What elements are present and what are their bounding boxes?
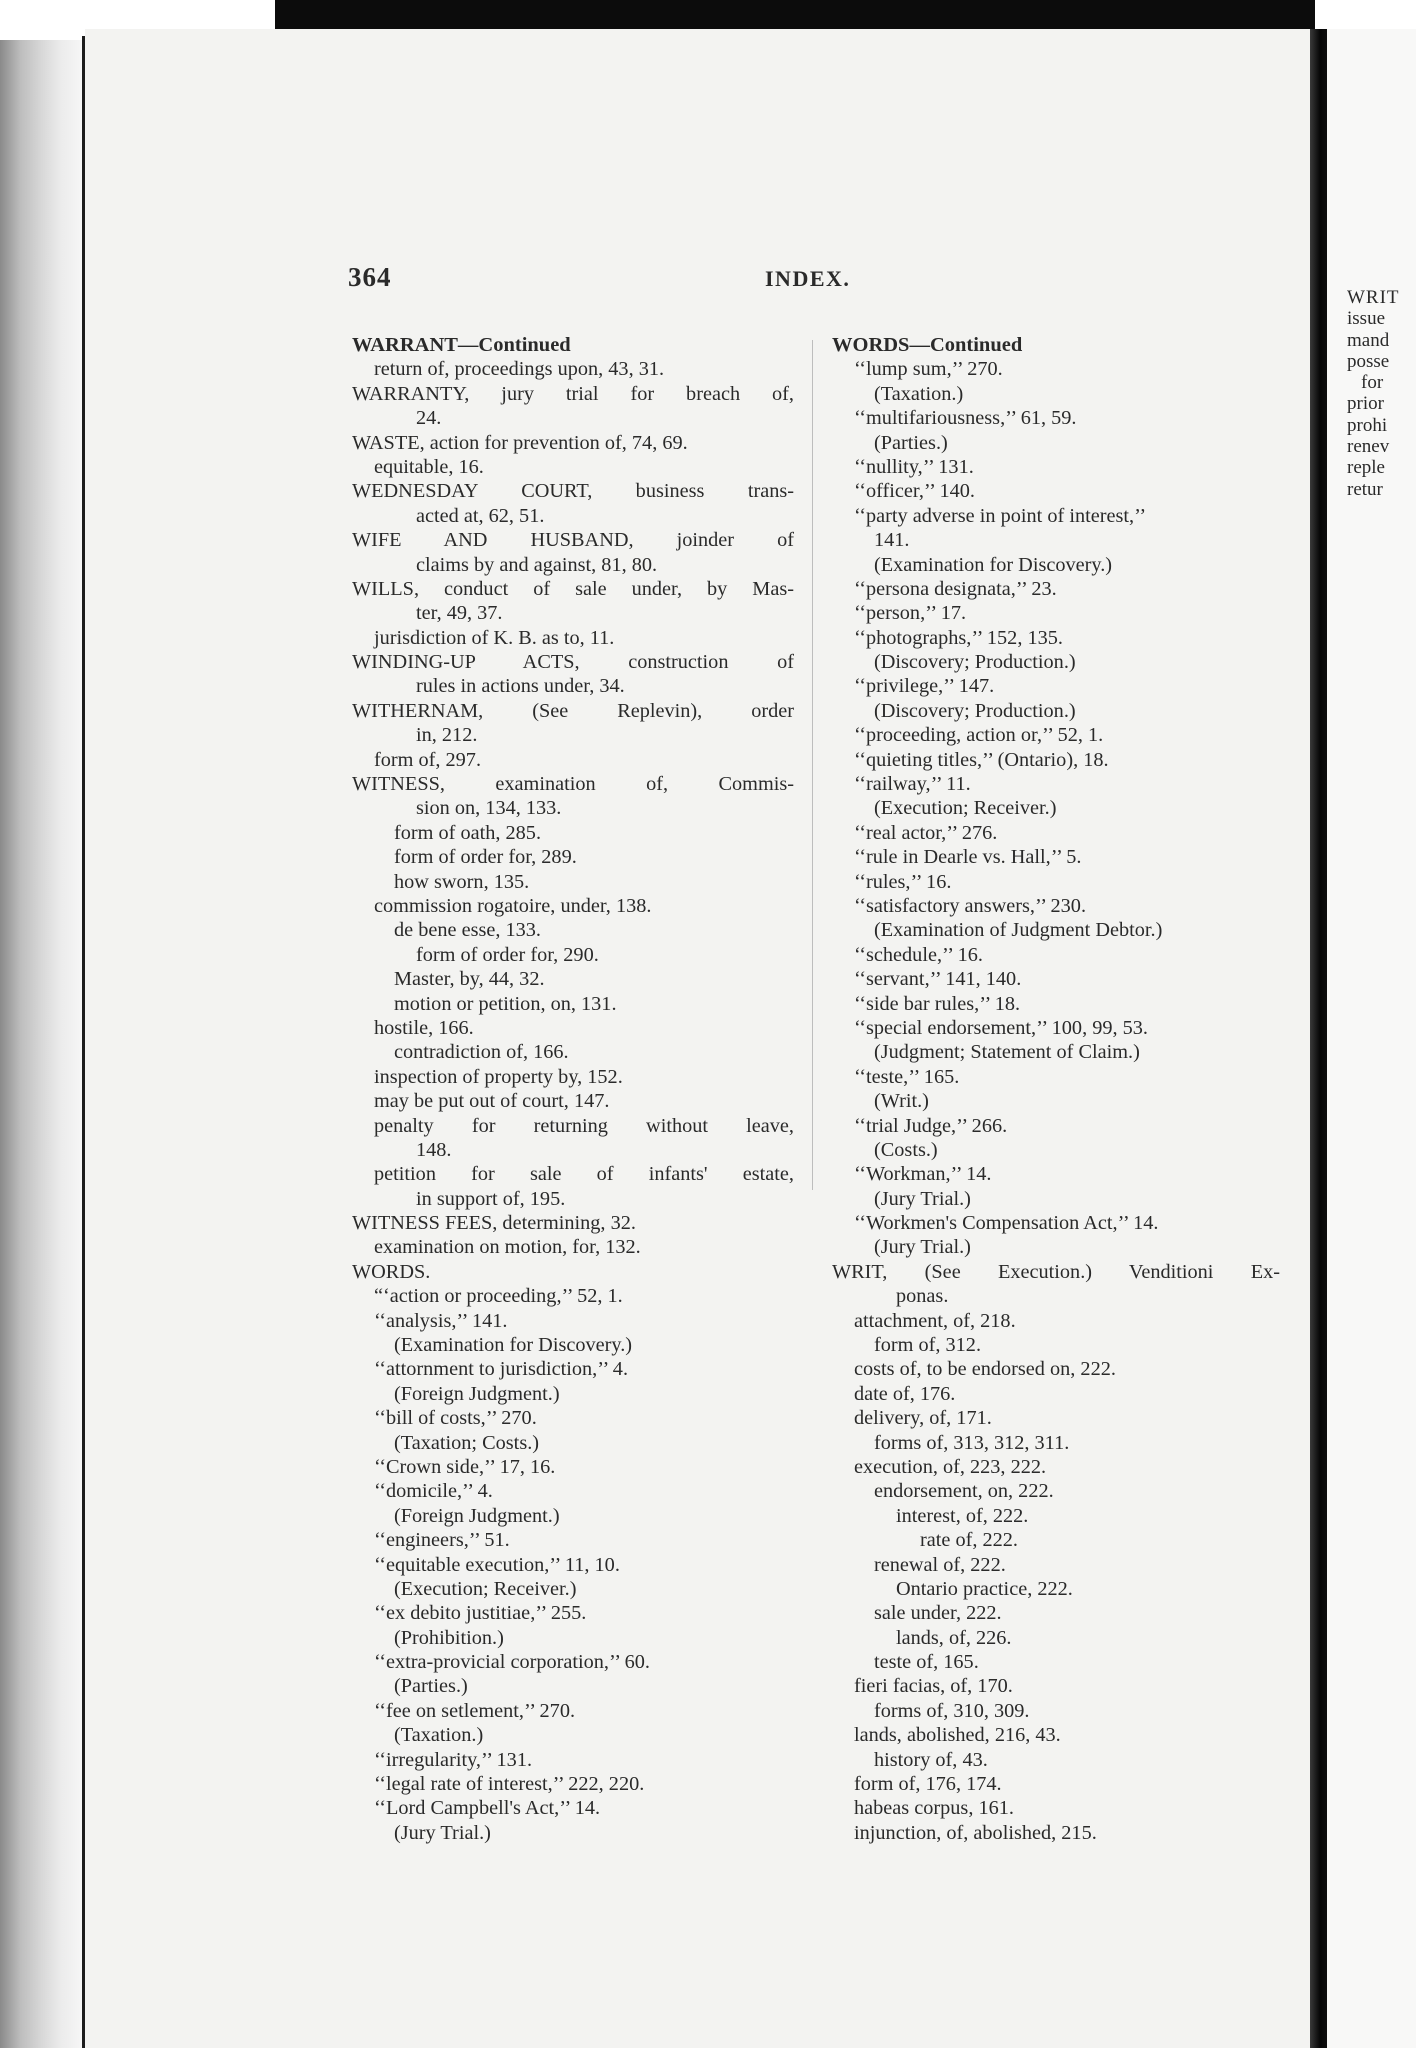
index-entry-line: forms of, 310, 309.: [874, 1699, 1030, 1722]
index-entry-line: form of, 176, 174.: [854, 1773, 1002, 1796]
index-entry-line: claims by and against, 81, 80.: [416, 553, 658, 576]
index-column-left: [352, 333, 794, 1845]
index-entry-line: (Foreign Judgment.): [394, 1382, 560, 1405]
index-entry-line: costs of, to be endorsed on, 222.: [854, 1358, 1116, 1381]
index-entry-line: commission rogatoire, under, 138.: [374, 894, 652, 917]
index-entry-line: ‘‘extra-provicial corporation,’’ 60.: [374, 1651, 650, 1674]
index-entry-line: ‘‘persona designata,’’ 23.: [854, 577, 1057, 600]
index-entry-line: form of, 312.: [874, 1334, 982, 1357]
index-entry-line: (Jury Trial.): [874, 1187, 971, 1210]
index-entry-line: (Examination for Discovery.): [394, 1334, 633, 1357]
index-entry-line: (Costs.): [874, 1138, 938, 1161]
index-entry-line: ‘‘special endorsement,’’ 100, 99, 53.: [854, 1016, 1148, 1039]
index-entry-line: WITNESS FEES, determining, 32.: [352, 1212, 636, 1235]
column-divider: [812, 340, 813, 1190]
index-entry-line: habeas corpus, 161.: [854, 1797, 1014, 1820]
index-entry-line: WINDING-UP ACTS, construction of: [352, 651, 794, 674]
index-entry-line: form of, 297.: [374, 748, 482, 771]
facing-page-fragment: [1347, 287, 1400, 500]
index-entry-line: ‘‘servant,’’ 141, 140.: [854, 968, 1022, 991]
index-entry-line: WASTE, action for prevention of, 74, 69.: [352, 431, 688, 454]
index-entry-line: de bene esse, 133.: [394, 919, 541, 942]
index-entry-line: ‘‘rule in Dearle vs. Hall,’’ 5.: [854, 846, 1082, 869]
index-entry-line: history of, 43.: [874, 1748, 988, 1771]
index-entry-line: ‘‘proceeding, action or,’’ 52, 1.: [854, 724, 1104, 747]
index-entry-line: forms of, 313, 312, 311.: [874, 1431, 1070, 1454]
index-entry-line: lands, of, 226.: [896, 1626, 1012, 1649]
index-entry-line: ‘‘quieting titles,’’ (Ontario), 18.: [854, 748, 1109, 771]
index-entry-line: in support of, 195.: [416, 1187, 566, 1210]
index-entry-line: ‘‘photographs,’’ 152, 135.: [854, 626, 1063, 649]
facing-page-line: for: [1361, 372, 1384, 394]
index-entry-line: may be put out of court, 147.: [374, 1090, 610, 1113]
index-entry-line: ‘‘party adverse in point of interest,’’: [854, 504, 1147, 527]
index-entry-line: (Jury Trial.): [394, 1821, 491, 1844]
facing-page-line: renev: [1347, 436, 1390, 458]
index-entry-line: “‘action or proceeding,’’ 52, 1.: [374, 1285, 623, 1308]
scan-top-border: [275, 0, 1315, 29]
index-entry-line: acted at, 62, 51.: [416, 504, 545, 527]
facing-page-line: prior: [1347, 393, 1384, 415]
index-entry-line: sale under, 222.: [874, 1602, 1002, 1625]
index-entry-line: ‘‘multifariousness,’’ 61, 59.: [854, 407, 1077, 430]
index-entry-line: equitable, 16.: [374, 455, 484, 478]
index-entry-line: ‘‘schedule,’’ 16.: [854, 943, 983, 966]
index-entry-line: ‘‘bill of costs,’’ 270.: [374, 1407, 537, 1430]
index-entry-line: ‘‘trial Judge,’’ 266.: [854, 1114, 1008, 1137]
index-entry-line: fieri facias, of, 170.: [854, 1675, 1013, 1698]
facing-page-line: reple: [1347, 457, 1385, 479]
index-entry-line: (Execution; Receiver.): [874, 797, 1057, 820]
column-continued-heading: WORDS—Continued: [832, 334, 1023, 356]
index-entry-line: rate of, 222.: [920, 1529, 1018, 1552]
index-entry-line: ‘‘fee on setlement,’’ 270.: [374, 1699, 576, 1722]
index-entry-line: lands, abolished, 216, 43.: [854, 1724, 1061, 1747]
index-entry-line: injunction, of, abolished, 215.: [854, 1821, 1097, 1844]
index-entry-line: ‘‘legal rate of interest,’’ 222, 220.: [374, 1773, 645, 1796]
index-entry-line: (Taxation; Costs.): [394, 1431, 540, 1454]
index-entry-line: hostile, 166.: [374, 1016, 474, 1039]
index-entry-line: form of oath, 285.: [394, 821, 542, 844]
index-entry-line: examination on motion, for, 132.: [374, 1236, 641, 1259]
index-entry-line: jurisdiction of K. B. as to, 11.: [374, 626, 615, 649]
index-entry-line: (Prohibition.): [394, 1626, 504, 1649]
index-entry-line: ‘‘equitable execution,’’ 11, 10.: [374, 1553, 620, 1576]
index-entry-line: ‘‘analysis,’’ 141.: [374, 1309, 508, 1332]
index-entry-line: (Examination of Judgment Debtor.): [874, 919, 1163, 942]
index-entry-line: in, 212.: [416, 724, 478, 747]
index-entry-line: ‘‘officer,’’ 140.: [854, 480, 975, 503]
index-entry-line: teste of, 165.: [874, 1651, 979, 1674]
index-entry-line: ponas.: [896, 1285, 949, 1308]
index-entry-line: WITNESS, examination of, Commis-: [352, 773, 794, 796]
column-continued-heading: WARRANT—Continued: [352, 334, 571, 356]
index-entry-line: WIFE AND HUSBAND, joinder of: [352, 529, 794, 552]
page-number: 364: [348, 262, 392, 292]
index-entry-line: ‘‘irregularity,’’ 131.: [374, 1748, 533, 1771]
index-entry-line: ‘‘satisfactory answers,’’ 230.: [854, 894, 1087, 917]
index-entry-line: WILLS, conduct of sale under, by Mas-: [352, 577, 794, 600]
facing-page-line: prohi: [1347, 414, 1388, 436]
index-entry-line: ‘‘Workmen's Compensation Act,’’ 14.: [854, 1212, 1159, 1235]
index-entry-line: ‘‘domicile,’’ 4.: [374, 1480, 493, 1503]
index-entry-line: ‘‘engineers,’’ 51.: [374, 1529, 510, 1552]
index-entry-line: execution, of, 223, 222.: [854, 1455, 1047, 1478]
facing-page-line: WRIT: [1347, 287, 1400, 308]
index-entry-line: ‘‘lump sum,’’ 270.: [854, 358, 1003, 381]
index-entry-line: penalty for returning without leave,: [374, 1114, 794, 1137]
index-entry-line: (Taxation.): [874, 382, 964, 405]
index-entry-line: ‘‘attornment to jurisdiction,’’ 4.: [374, 1358, 629, 1381]
index-entry-line: (Discovery; Production.): [874, 651, 1076, 674]
index-entry-line: ‘‘person,’’ 17.: [854, 602, 967, 625]
index-entry-line: inspection of property by, 152.: [374, 1065, 623, 1088]
index-entry-line: endorsement, on, 222.: [874, 1480, 1054, 1503]
index-entry-line: petition for sale of infants' estate,: [374, 1163, 794, 1186]
index-column-right: [832, 333, 1280, 1845]
facing-page-line: retur: [1347, 478, 1383, 500]
index-entry-line: renewal of, 222.: [874, 1553, 1006, 1576]
index-entry-line: ‘‘rules,’’ 16.: [854, 870, 952, 893]
index-entry-line: 24.: [416, 407, 442, 430]
index-entry-line: ‘‘real actor,’’ 276.: [854, 821, 998, 844]
facing-page-line: posse: [1347, 350, 1390, 372]
page-gutter: [1310, 29, 1327, 2048]
index-entry-line: interest, of, 222.: [896, 1504, 1029, 1527]
index-entry-line: WEDNESDAY COURT, business trans-: [352, 480, 794, 503]
index-entry-line: sion on, 134, 133.: [416, 797, 562, 820]
index-entry-line: WRIT, (See Execution.) Venditioni Ex-: [832, 1260, 1280, 1283]
index-entry-line: WITHERNAM, (See Replevin), order: [352, 699, 794, 722]
index-entry-line: (Parties.): [874, 431, 948, 454]
index-entry-line: return of, proceedings upon, 43, 31.: [374, 358, 665, 381]
index-entry-line: date of, 176.: [854, 1382, 956, 1405]
index-entry-line: contradiction of, 166.: [394, 1041, 569, 1064]
facing-page: [1327, 29, 1416, 2048]
index-entry-line: Ontario practice, 222.: [896, 1577, 1073, 1600]
index-entry-line: WARRANTY, jury trial for breach of,: [352, 382, 794, 405]
index-entry-line: Master, by, 44, 32.: [394, 968, 545, 991]
index-entry-line: ‘‘Workman,’’ 14.: [854, 1163, 992, 1186]
index-entry-line: WORDS.: [352, 1260, 431, 1283]
index-entry-line: (Foreign Judgment.): [394, 1504, 560, 1527]
index-entry-line: ‘‘side bar rules,’’ 18.: [854, 992, 1021, 1015]
index-entry-line: ‘‘Lord Campbell's Act,’’ 14.: [374, 1797, 601, 1820]
book-spine-edge: [0, 40, 82, 2048]
index-entry-line: (Taxation.): [394, 1724, 484, 1747]
index-entry-line: ‘‘privilege,’’ 147.: [854, 675, 995, 698]
index-entry-line: delivery, of, 171.: [854, 1407, 992, 1430]
index-entry-line: 141.: [874, 529, 910, 552]
index-entry-line: (Jury Trial.): [874, 1236, 971, 1259]
index-entry-line: ‘‘nullity,’’ 131.: [854, 455, 974, 478]
index-entry-line: ‘‘railway,’’ 11.: [854, 773, 971, 796]
index-entry-line: ‘‘teste,’’ 165.: [854, 1065, 960, 1088]
index-entry-line: form of order for, 289.: [394, 846, 577, 869]
index-entry-line: (Writ.): [874, 1090, 929, 1113]
index-entry-line: how sworn, 135.: [394, 870, 530, 893]
facing-page-line: issue: [1347, 308, 1385, 330]
index-entry-line: rules in actions under, 34.: [416, 675, 625, 698]
facing-page-line: mand: [1347, 329, 1390, 351]
index-entry-line: (Discovery; Production.): [874, 699, 1076, 722]
index-entry-line: ‘‘Crown side,’’ 17, 16.: [374, 1455, 556, 1478]
index-entry-line: form of order for, 290.: [416, 943, 599, 966]
index-entry-line: attachment, of, 218.: [854, 1309, 1016, 1332]
index-entry-line: (Examination for Discovery.): [874, 553, 1113, 576]
index-entry-line: ter, 49, 37.: [416, 602, 503, 625]
index-entry-line: 148.: [416, 1138, 452, 1161]
running-head: INDEX.: [765, 266, 851, 291]
index-entry-line: motion or petition, on, 131.: [394, 992, 617, 1015]
index-entry-line: (Judgment; Statement of Claim.): [874, 1041, 1140, 1064]
index-entry-line: (Execution; Receiver.): [394, 1577, 577, 1600]
index-entry-line: ‘‘ex debito justitiae,’’ 255.: [374, 1602, 587, 1625]
index-entry-line: (Parties.): [394, 1675, 468, 1698]
